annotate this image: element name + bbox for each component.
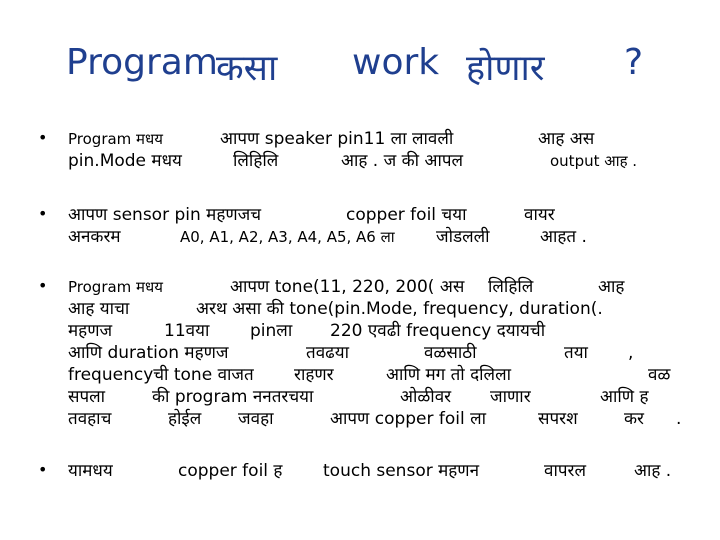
bullet-2-line-2 — [68, 226, 708, 248]
bullet-3-line-6 — [68, 386, 708, 408]
bullet-icon: • — [38, 128, 48, 147]
text-segment: आहत . — [540, 227, 587, 247]
bullet-icon: • — [38, 204, 48, 223]
bullet-3-line-5 — [68, 364, 708, 386]
text-segment: output आह . — [550, 152, 638, 170]
text-segment: आणि मग तो दलिला — [386, 365, 511, 385]
text-segment: आपण copper foil ला — [330, 409, 487, 429]
bullet-3-line-2 — [68, 298, 708, 320]
text-segment: touch sensor महणन — [323, 461, 480, 481]
text-segment: 11वया — [164, 321, 210, 341]
title-word: होणार — [466, 48, 545, 89]
text-segment: वापरल — [544, 461, 586, 481]
bullet-4-line-1 — [68, 460, 708, 482]
bullet-icon: • — [38, 460, 48, 479]
text-segment: आणि duration महणज — [68, 343, 229, 363]
bullet-1-line-1 — [68, 128, 708, 150]
text-segment: आह . — [634, 461, 672, 481]
text-segment: ओळीवर — [400, 387, 452, 407]
text-segment: frequencyची tone वाजत — [68, 365, 254, 385]
text-segment: जाणार — [490, 387, 531, 407]
text-segment: सपरश — [538, 409, 578, 429]
text-segment: Program मधय — [68, 278, 163, 296]
bullet-3-line-4 — [68, 342, 708, 364]
text-segment: सपला — [68, 387, 106, 407]
bullet-3-line-7 — [68, 408, 708, 430]
text-segment: अरथ असा की tone(pin.Mode, frequency, duration(. — [196, 299, 603, 319]
text-segment: आह . ज की आपल — [341, 151, 464, 171]
slide-title — [0, 38, 720, 98]
text-segment: लिहिलि — [233, 151, 279, 171]
text-segment: वळ — [648, 365, 671, 385]
text-segment: की program ननतरचया — [152, 387, 314, 407]
text-segment: तया — [564, 343, 588, 363]
text-segment: जवहा — [238, 409, 274, 429]
title-word: कसा — [216, 48, 278, 89]
text-segment: राहणर — [294, 365, 334, 385]
text-segment: आपण sensor pin महणजच — [68, 205, 262, 225]
text-segment: आपण tone(11, 220, 200( अस — [230, 277, 465, 297]
text-segment: आह — [598, 277, 625, 297]
text-segment: copper foil ह — [178, 461, 283, 481]
title-word: Program — [66, 42, 218, 83]
text-segment: आह याचा — [68, 299, 130, 319]
text-segment: copper foil चया — [346, 205, 467, 225]
text-segment: वळसाठी — [424, 343, 477, 363]
bullet-1-line-2 — [68, 150, 708, 172]
title-word: ? — [624, 42, 644, 83]
text-segment: वायर — [524, 205, 555, 225]
text-segment: यामधय — [68, 461, 113, 481]
text-segment: . — [676, 409, 682, 429]
bullet-3-line-1 — [68, 276, 708, 298]
bullet-icon: • — [38, 276, 48, 295]
bullet-2-line-1 — [68, 204, 708, 226]
text-segment: pin.Mode मधय — [68, 151, 182, 171]
text-segment: अनकरम — [68, 227, 121, 247]
text-segment: कर — [624, 409, 645, 429]
text-segment: होईल — [168, 409, 202, 429]
text-segment: तवढया — [306, 343, 349, 363]
text-segment: , — [628, 343, 634, 363]
text-segment: जोडलली — [436, 227, 490, 247]
text-segment: लिहिलि — [488, 277, 534, 297]
bullet-3-line-3 — [68, 320, 708, 342]
text-segment: A0, A1, A2, A3, A4, A5, A6 ला — [180, 228, 395, 246]
text-segment: pinला — [250, 321, 293, 341]
text-segment: तवहाच — [68, 409, 112, 429]
text-segment: महणज — [68, 321, 113, 341]
text-segment: आपण speaker pin11 ला लावली — [220, 129, 454, 149]
title-word: work — [352, 42, 440, 83]
text-segment: Program मधय — [68, 130, 163, 148]
text-segment: आणि ह — [600, 387, 649, 407]
text-segment: आह अस — [538, 129, 595, 149]
text-segment: 220 एवढी frequency दयायची — [330, 321, 546, 341]
